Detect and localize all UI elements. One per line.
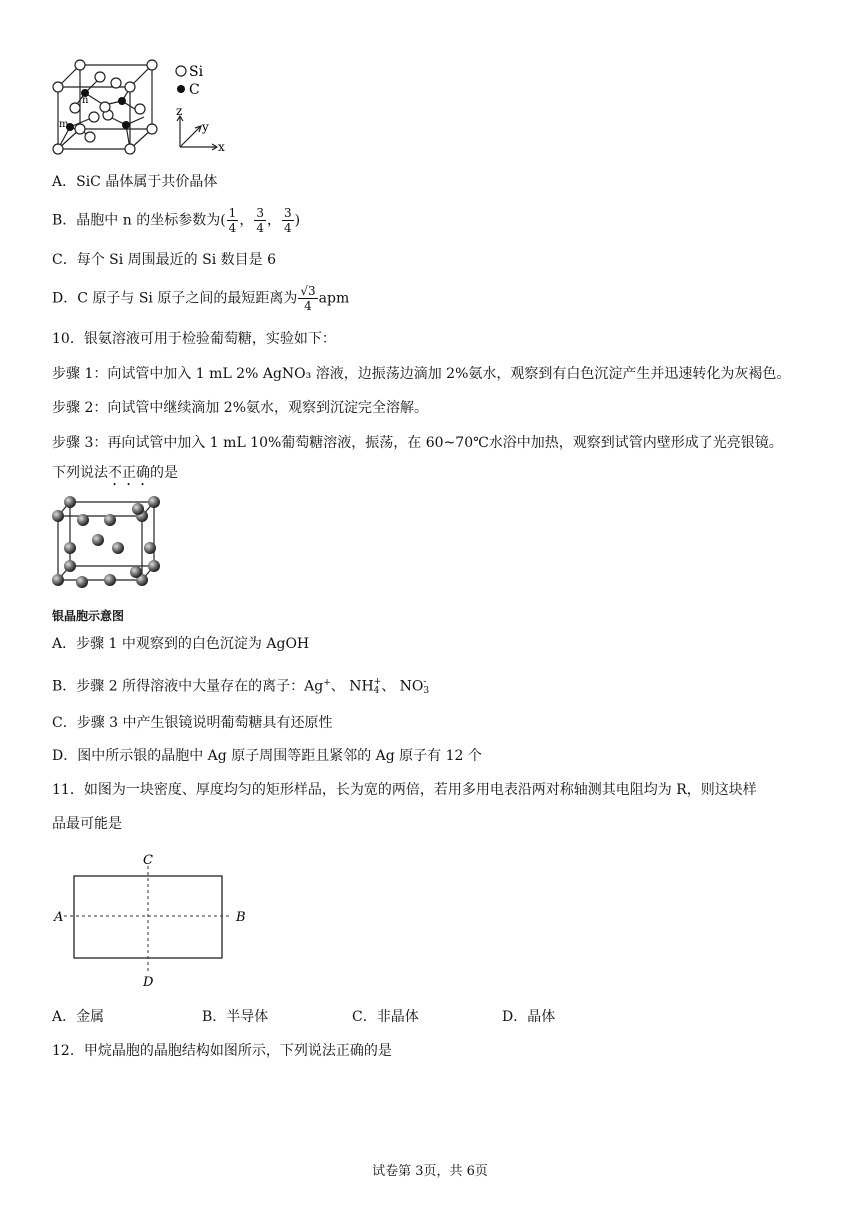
axis-label-d: D (143, 975, 154, 990)
q9-option-b: B．晶胞中 n 的坐标参数为( $\frac{1}{4}$ ， $\frac{3}{4}$ ， $\frac{3}{4}$ ) (52, 206, 301, 235)
q10-option-c: C．步骤 3 中产生银镜说明葡萄糖具有还原性 (52, 715, 333, 731)
fraction: $\frac{3}{4}$ (256, 206, 264, 235)
legend-c: C (189, 82, 200, 98)
fraction: $\frac{1}{4}$ (228, 206, 237, 235)
figure-caption: 银晶胞示意图 (52, 609, 125, 623)
emphasis-text: 不正确 (108, 465, 150, 481)
fraction: $\frac{3}{4}$ (283, 206, 292, 235)
q10-step1: 步骤 1：向试管中加入 1 mL 2% AgNO₃ 溶液，边振荡边滴加 2%氨水，观察到有白色沉淀产生并迅速转化为灰褐色。 (52, 366, 791, 382)
axis-z: z (176, 104, 183, 118)
q11-option-a: A．金属 (52, 1009, 105, 1025)
q9-option-d: D．C 原子与 Si 原子之间的最短距离为 $\frac{√3}{4}$ apm (52, 284, 350, 313)
atom-label-m: m (59, 119, 69, 130)
q10-step3: 步骤 3：再向试管中加入 1 mL 10%葡萄糖溶液，振荡，在 60~70℃水浴中加热，观察到试管内壁形成了光亮银镜。 (52, 435, 783, 451)
q11-stem-line2: 品最可能是 (52, 816, 122, 832)
axis-label-c: C (143, 853, 153, 868)
legend-si: Si (189, 64, 204, 80)
sic-cell-figure (50, 55, 235, 160)
q12-stem: 12．甲烷晶胞的晶胞结构如图所示，下列说法正确的是 (52, 1043, 392, 1059)
q10-stem: 10．银氨溶液可用于检验葡萄糖，实验如下： (52, 331, 336, 347)
rectangle-sample-figure (50, 848, 260, 990)
q10-option-d: D．图中所示银的晶胞中 Ag 原子周围等距且紧邻的 Ag 原子有 12 个 (52, 748, 482, 764)
q11-option-d: D．晶体 (502, 1009, 556, 1025)
axis-x: x (218, 140, 225, 154)
q10-step2: 步骤 2：向试管中继续滴加 2%氨水，观察到沉淀完全溶解。 (52, 400, 429, 416)
fraction: $\frac{√3}{4}$ (300, 284, 316, 313)
axis-label-b: B (236, 910, 246, 925)
q9-option-c: C．每个 Si 周围最近的 Si 数目是 6 (52, 252, 277, 268)
q11-stem-line1: 11．如图为一块密度、厚度均匀的矩形样品，长为宽的两倍，若用多用电表沿两对称轴测其电阻均为 R，则这块样 (52, 782, 757, 798)
q9-option-b-prefix: B．晶胞中 n 的坐标参数为( (52, 212, 226, 229)
axis-y: y (202, 120, 209, 134)
page-footer: 试卷第 3页，共 6页 (372, 1164, 488, 1179)
q10-option-b: B．步骤 2 所得溶液中大量存在的离子：Ag+、 NH + 4 、 NO - 3 (52, 676, 430, 696)
q11-option-c: C．非晶体 (352, 1009, 419, 1025)
q10-option-a: A．步骤 1 中观察到的白色沉淀为 AgOH (52, 636, 310, 652)
axis-label-a: A (54, 910, 64, 925)
q11-option-b: B．半导体 (202, 1009, 269, 1025)
atom-label-n: n (82, 95, 89, 106)
q9-option-a: A．SiC 晶体属于共价晶体 (52, 174, 218, 190)
silver-cell-figure (50, 490, 170, 590)
q10-question: 下列说法不正确的是 (52, 465, 178, 481)
